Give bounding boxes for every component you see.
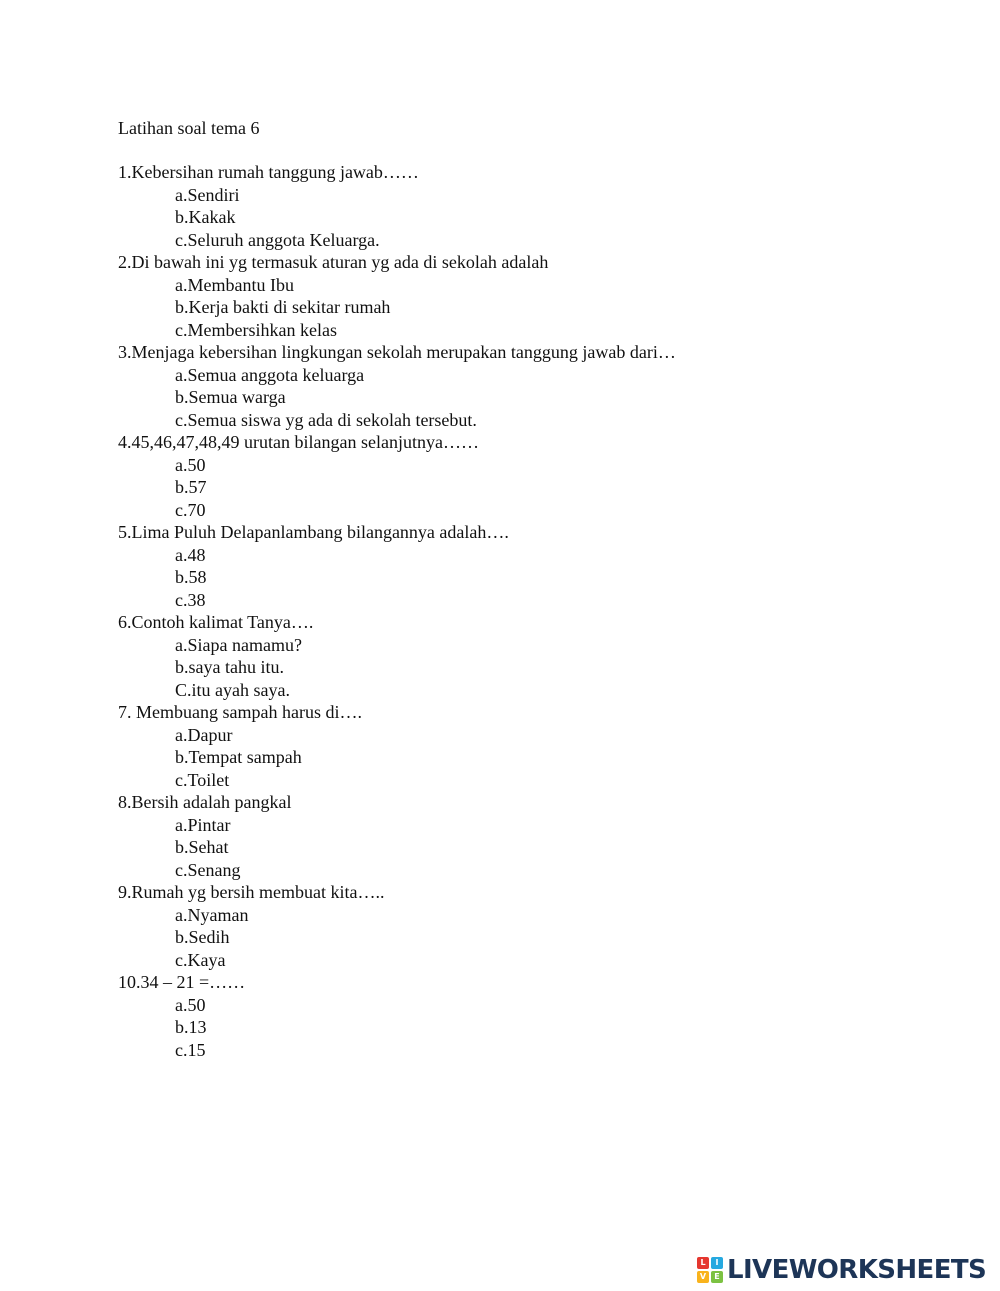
logo-letter: E <box>711 1271 723 1283</box>
answer-option: b.saya tahu itu. <box>175 657 284 677</box>
question-text: 5.Lima Puluh Delapanlambang bilangannya adalah…. <box>118 522 509 542</box>
question-text: 4.45,46,47,48,49 urutan bilangan selanjutnya…… <box>118 432 479 452</box>
logo-letter: V <box>697 1271 709 1283</box>
question-block <box>118 701 676 791</box>
answer-option: b.Tempat sampah <box>175 747 302 767</box>
liveworksheets-logo <box>697 1255 986 1285</box>
question-block <box>118 971 676 1061</box>
answer-option: a.Nyaman <box>175 904 249 925</box>
question-block <box>118 251 676 341</box>
answer-option: c.Senang <box>175 859 241 880</box>
question-block <box>118 881 676 971</box>
answer-option: c.Semua siswa yg ada di sekolah tersebut. <box>175 409 477 430</box>
question-text: 10.34 – 21 =…… <box>118 972 246 992</box>
answer-option: a.48 <box>175 544 206 565</box>
answer-option: c.Kaya <box>175 949 226 970</box>
answer-option: b.57 <box>175 477 207 497</box>
answer-option: c.70 <box>175 499 206 520</box>
answer-option: a.Sendiri <box>175 184 240 205</box>
answer-option: a.50 <box>175 454 206 475</box>
answer-option: c.Membersihkan kelas <box>175 319 337 340</box>
answer-option: a.Pintar <box>175 814 231 835</box>
answer-option: b.Kakak <box>175 207 236 227</box>
answer-option: C.itu ayah saya. <box>175 679 290 700</box>
answer-option: b.Sehat <box>175 837 229 857</box>
answer-option: b.Kerja bakti di sekitar rumah <box>175 297 391 317</box>
question-block <box>118 521 676 611</box>
answer-option: b.58 <box>175 567 207 587</box>
answer-option: b.Semua warga <box>175 387 286 407</box>
answer-option: a.50 <box>175 994 206 1015</box>
worksheet-title: Latihan soal tema 6 <box>118 118 260 138</box>
logo-text: LIVEWORKSHEETS <box>727 1255 987 1285</box>
question-block <box>118 791 676 881</box>
answer-option: c.38 <box>175 589 206 610</box>
question-text: 1.Kebersihan rumah tanggung jawab…… <box>118 162 419 182</box>
question-text: 6.Contoh kalimat Tanya…. <box>118 612 314 632</box>
question-text: 3.Menjaga kebersihan lingkungan sekolah merupakan tanggung jawab dari… <box>118 342 676 362</box>
question-text: 9.Rumah yg bersih membuat kita….. <box>118 882 385 902</box>
question-block <box>118 341 676 431</box>
answer-option: b.13 <box>175 1017 207 1037</box>
answer-option: a.Dapur <box>175 724 233 745</box>
question-text: 7. Membuang sampah harus di…. <box>118 702 362 722</box>
question-list <box>118 161 676 1061</box>
logo-letter: I <box>711 1257 723 1269</box>
answer-option: b.Sedih <box>175 927 230 947</box>
answer-option: a.Membantu Ibu <box>175 274 294 295</box>
logo-letter: L <box>697 1257 709 1269</box>
logo-mark-icon <box>697 1257 723 1283</box>
answer-option: a.Siapa namamu? <box>175 634 302 655</box>
question-block <box>118 431 676 521</box>
question-block <box>118 611 676 701</box>
answer-option: c.15 <box>175 1039 206 1060</box>
question-text: 2.Di bawah ini yg termasuk aturan yg ada di sekolah adalah <box>118 252 549 272</box>
answer-option: c.Seluruh anggota Keluarga. <box>175 229 380 250</box>
question-text: 8.Bersih adalah pangkal <box>118 792 292 812</box>
answer-option: a.Semua anggota keluarga <box>175 364 365 385</box>
answer-option: c.Toilet <box>175 769 230 790</box>
question-block <box>118 161 676 251</box>
